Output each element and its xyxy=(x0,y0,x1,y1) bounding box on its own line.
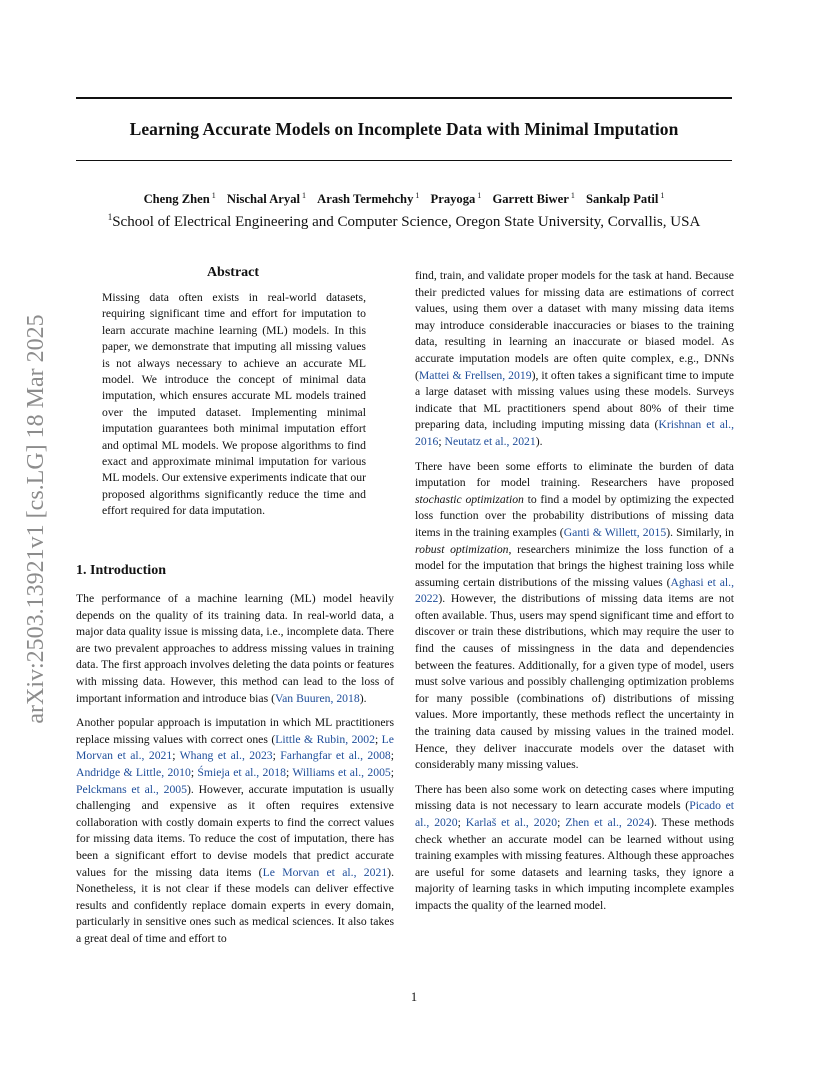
paragraph xyxy=(415,268,734,451)
affiliation xyxy=(76,212,732,231)
author xyxy=(317,192,419,206)
text-run: ). xyxy=(359,691,367,705)
text-run: , researchers minimize the loss function of a model for the imputation that brings the highest training loss while assuming certain distributions of the missing values ( xyxy=(415,542,734,589)
citation-link[interactable]: Mattei & Frellsen, 2019 xyxy=(418,368,532,382)
citation-link[interactable]: Ganti & Willett, 2015 xyxy=(563,525,667,539)
text-run: ). However, accurate imputation is usually challenging and expensive as it often requires extensive collaboration with costly domain experts to find the correct values for missing data items. To reduce the cost of imputation, there has been a significant effort to devise models that predict accurate values for the missing data items ( xyxy=(76,782,394,879)
text-run: ; xyxy=(390,765,395,779)
citation-link[interactable]: Le Morvan et al., 2021 xyxy=(262,865,388,879)
author xyxy=(431,192,482,206)
citation-link[interactable]: Pelckmans et al., 2005 xyxy=(76,782,187,796)
paragraph xyxy=(415,782,734,915)
text-run: ). These methods check whether an accurate model can be learned without using training examples with missing features. Although these approaches are useful for some datasets and learning tasks, they ignore a majority of learning tasks in which imputing incomplete examples impacts the quality of the learned model. xyxy=(415,816,735,912)
text-run: ). However, the distributions of missing data items are not often available. Thus, users may spend significant time and effort to discover or train these distributions, which may require the user to find the causes of missingness in the data and dependencies between the features. Additionally, for a given type of model, users must solve various and possibly challenging optimization problems for many possible (combinations of) distributions of missing values. More importantly, these methods reflect the uncertainty in the training data caused by missing values in the trained model. Hence, they deliver inaccurate models over the dataset with considerably many missing values. xyxy=(415,592,734,772)
citation-link[interactable]: Zhen et al., 2024 xyxy=(565,816,651,829)
author-name: Nischal Aryal xyxy=(226,192,300,207)
author-name: Prayoga xyxy=(430,192,476,207)
author-affiliation-mark: 1 xyxy=(660,191,665,200)
emphasis: stochastic optimization xyxy=(415,492,524,506)
citation-link[interactable]: Karlaš et al., 2020 xyxy=(465,816,558,829)
text-run: ; xyxy=(285,765,293,779)
citation-link[interactable]: Śmieja et al., 2018 xyxy=(197,765,286,779)
paper-title: Learning Accurate Models on Incomplete Data with Minimal Imputation xyxy=(129,119,679,139)
citation-link[interactable]: Andridge & Little, 2010 xyxy=(76,765,191,779)
text-run: find, train, and validate proper models for the task at hand. Because their predicted values for missing data are estimations of correct values, using them over a dataset with many missing data items may introduce considerable inaccuracies or biases to the training data, resulting in learning an inaccurate or biased model. As accurate imputation models are often quite complex, e.g., DNNs ( xyxy=(415,269,734,382)
citation-link[interactable]: Little & Rubin, 2002 xyxy=(275,732,375,746)
text-run: There have been some efforts to eliminate the burden of data imputation for model training. Researchers have proposed xyxy=(415,459,734,490)
author xyxy=(144,192,216,206)
author-name: Sankalp Patil xyxy=(585,192,659,207)
text-run: ), it often takes a significant time to impute a large dataset with missing values using these models. Surveys indicate that ML practitioners spend about 80% of their time preparing data, including imputing missing data ( xyxy=(415,368,734,432)
paragraph xyxy=(76,715,394,947)
text-run: ; xyxy=(457,816,466,829)
text-run: ; xyxy=(557,816,566,829)
author-affiliation-mark: 1 xyxy=(302,191,306,200)
text-run: ). Similarly, in xyxy=(666,525,734,539)
citation-link[interactable]: Aghasi et al., 2022 xyxy=(415,575,734,606)
abstract-heading: Abstract xyxy=(206,265,260,280)
right-column xyxy=(415,268,734,923)
author-name: Cheng Zhen xyxy=(143,192,210,207)
text-run: There has been also some work on detecting cases where imputing missing data is not necessary to learn accurate models ( xyxy=(415,782,734,813)
author-list xyxy=(76,191,732,207)
title-top-rule xyxy=(76,97,732,99)
paragraph xyxy=(76,591,394,707)
author xyxy=(227,192,306,206)
text-run: ). Nonetheless, it is not clear if these models can deliver effective results and confidently replace domain experts in every domain, particularly in sensitive ones such as medical sciences. It also takes a great deal of time and effort to xyxy=(76,865,394,945)
affiliation-mark: 1 xyxy=(107,212,113,222)
citation-link[interactable]: Farhangfar et al., 2008 xyxy=(280,749,391,763)
text-run: The performance of a machine learning (ML) model heavily depends on the quality of its training data. In real-world data, a major data quality issue is missing data, i.e., incomplete data. There are two prevalent approaches to address missing values in training data. The first approach involves deleting the data points or features with missing data. However, this method can lead to the loss of important information and introduce bias ( xyxy=(76,592,394,705)
author-affiliation-mark: 1 xyxy=(477,191,482,200)
page-number: 1 xyxy=(410,990,418,1004)
left-column xyxy=(76,591,394,955)
text-run: ; xyxy=(272,749,281,763)
affiliation-text: School of Electrical Engineering and Computer Science, Oregon State University, Corvallis, USA xyxy=(112,214,701,230)
author xyxy=(586,192,664,206)
text-run: ; xyxy=(190,765,198,779)
author-name: Garrett Biwer xyxy=(492,192,569,207)
text-run: to find a model by optimizing the expected loss function over the probability distributions of missing data items in the training examples ( xyxy=(415,492,734,539)
citation-link[interactable]: Neutatz et al., 2021 xyxy=(444,434,536,448)
citation-link[interactable]: Williams et al., 2005 xyxy=(292,765,391,779)
author xyxy=(492,192,574,206)
citation-link[interactable]: Krishnan et al., 2016 xyxy=(415,418,734,448)
text-run: ; xyxy=(438,434,445,448)
text-run: ). xyxy=(535,434,543,448)
author-name: Arash Termehchy xyxy=(317,192,414,207)
citation-link[interactable]: Picado et al., 2020 xyxy=(415,799,735,829)
text-run: ; xyxy=(374,732,382,746)
citation-link[interactable]: Whang et al., 2023 xyxy=(179,749,273,763)
author-affiliation-mark: 1 xyxy=(415,191,420,200)
citation-link[interactable]: Le Morvan et al., 2021 xyxy=(76,732,394,763)
emphasis: robust optimization xyxy=(415,542,509,556)
arxiv-identifier[interactable]: arXiv:2503.13921v1 [cs.LG] 18 Mar 2025 xyxy=(23,314,49,724)
author-affiliation-mark: 1 xyxy=(211,191,216,200)
text-run: Another popular approach is imputation in which ML practitioners replace missing values with correct ones ( xyxy=(76,716,394,746)
section-heading: 1. Introduction xyxy=(76,563,166,578)
citation-link[interactable]: Van Buuren, 2018 xyxy=(274,691,360,705)
text-run: ; xyxy=(172,749,180,763)
text-run: ; xyxy=(390,749,395,763)
paragraph xyxy=(415,459,734,774)
abstract-text: Missing data often exists in real-world datasets, requiring significant time and effort for imputation to learn accurate machine learning (ML) models. In this paper, we demonstrate that imputing all missing values is not always necessary to achieve an accurate ML model. We introduce the concept of minimal data imputation, which ensures accurate ML models trained over the imputed dataset. Implementing minimal imputation guarantees both minimal imputation effort and optimal ML models. We propose algorithms to find exact and approximate minimal imputation for various ML models. Our extensive experiments indicate that our proposed algorithms significantly reduce the time and effort required for data imputation. xyxy=(102,291,366,518)
title-bottom-rule xyxy=(76,160,732,161)
author-affiliation-mark: 1 xyxy=(570,191,575,200)
